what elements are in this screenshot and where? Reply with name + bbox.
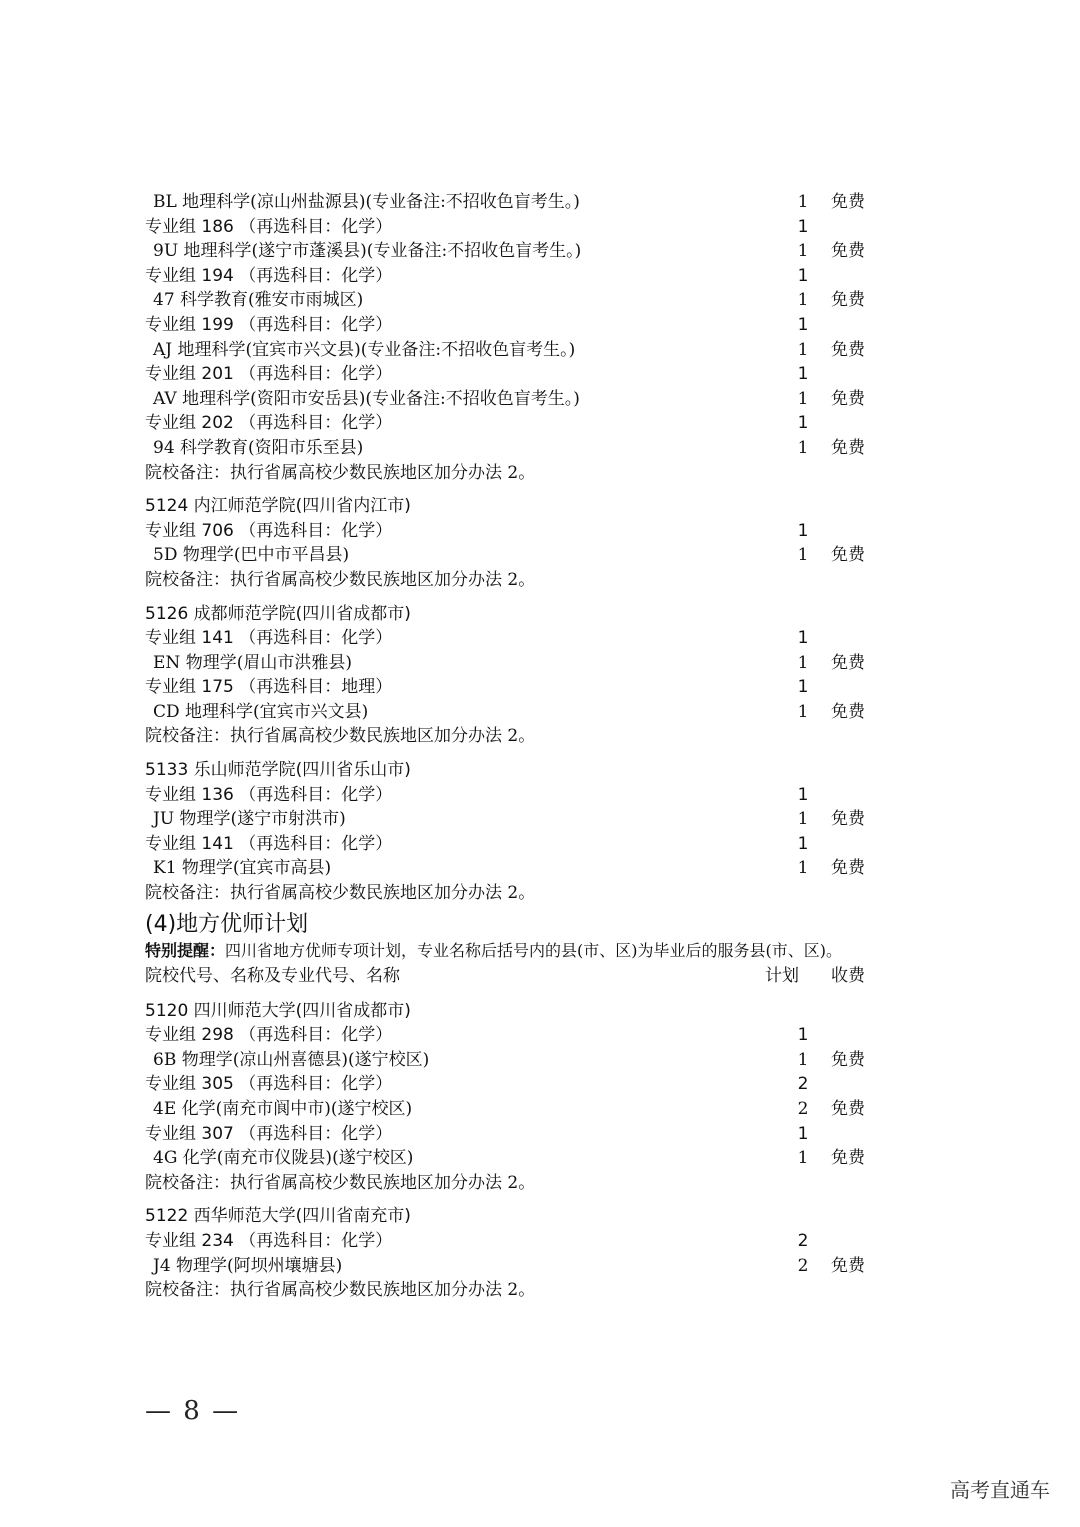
row-plan: 1 <box>797 1025 809 1046</box>
row-plan: 1 <box>797 290 809 311</box>
row-plan: 1 <box>797 216 809 237</box>
row-name: 5120 四川师范大学(四川省成都市) <box>145 1000 411 1021</box>
group-row <box>145 832 905 857</box>
row-name: BL 地理科学(凉山州盐源县)(专业备注:不招收色盲考生。) <box>153 192 580 212</box>
row-fee: 免费 <box>831 858 865 879</box>
note-row <box>145 1171 905 1196</box>
row-fee: 免费 <box>831 1255 865 1276</box>
notice-text: 四川省地方优师专项计划，专业名称后括号内的县(市、区)为毕业后的服务县(市、区)。 <box>225 940 842 960</box>
watermark-text: 高考直通车 <box>950 1478 1050 1502</box>
row-fee: 免费 <box>831 339 865 360</box>
row-plan: 1 <box>797 265 809 286</box>
row-name: J4 物理学(阿坝州壤塘县) <box>153 1255 343 1276</box>
row-name: 专业组 298 （再选科目：化学） <box>145 1025 393 1046</box>
row-plan: 1 <box>797 858 809 879</box>
row-name: 专业组 141 （再选科目：化学） <box>145 833 393 854</box>
row-plan: 1 <box>797 413 809 434</box>
header-fee: 收费 <box>831 965 865 986</box>
row-name: 47 科学教育(雅安市雨城区) <box>153 290 364 311</box>
major-row <box>145 338 905 363</box>
row-name: 专业组 175 （再选科目：地理） <box>145 677 393 698</box>
row-name: 94 科学教育(资阳市乐至县) <box>153 437 364 458</box>
row-name: 专业组 201 （再选科目：化学） <box>145 364 393 385</box>
row-name: 专业组 202 （再选科目：化学） <box>145 413 393 434</box>
row-fee: 免费 <box>831 290 865 311</box>
column-header-row <box>145 962 905 990</box>
school-row <box>145 999 905 1024</box>
row-plan: 1 <box>797 1123 809 1144</box>
row-fee: 免费 <box>831 1099 865 1119</box>
notice-label: 特别提醒： <box>145 940 226 960</box>
row-name: 专业组 141 （再选科目：化学） <box>145 628 393 649</box>
note-row <box>145 1278 905 1303</box>
group-row <box>145 519 905 544</box>
major-row <box>145 288 905 313</box>
major-row <box>145 856 905 881</box>
row-plan: 1 <box>797 339 809 360</box>
major-row <box>145 807 905 832</box>
section-title: (4)地方优师计划 <box>145 911 309 937</box>
row-plan: 1 <box>797 364 809 385</box>
row-name: K1 物理学(宜宾市高县) <box>153 858 332 879</box>
row-name: 5D 物理学(巴中市平昌县) <box>153 545 350 566</box>
group-row <box>145 313 905 338</box>
row-plan: 1 <box>797 1049 809 1070</box>
special-notice <box>145 940 905 962</box>
row-name: 院校备注：执行省属高校少数民族地区加分办法 2。 <box>145 726 536 747</box>
row-name: 专业组 307 （再选科目：化学） <box>145 1123 393 1144</box>
row-fee: 免费 <box>831 1148 865 1169</box>
page-number: — 8 — <box>145 1396 241 1426</box>
row-plan: 2 <box>797 1230 809 1251</box>
header-plan: 计划 <box>765 965 799 986</box>
row-plan: 1 <box>797 545 809 566</box>
row-name: 4E 化学(南充市阆中市)(遂宁校区) <box>153 1099 413 1119</box>
row-name: 5133 乐山师范学院(四川省乐山市) <box>145 760 411 781</box>
row-name: 5126 成都师范学院(四川省成都市) <box>145 603 411 624</box>
school-row <box>145 758 905 783</box>
rows-bottom <box>145 999 905 1303</box>
group-row <box>145 1023 905 1048</box>
row-plan: 2 <box>797 1074 809 1095</box>
row-plan: 1 <box>797 701 809 722</box>
major-row <box>145 436 905 461</box>
group-row <box>145 215 905 240</box>
row-plan: 1 <box>797 809 809 830</box>
row-name: EN 物理学(眉山市洪雅县) <box>153 652 352 673</box>
row-name: 专业组 194 （再选科目：化学） <box>145 265 393 286</box>
group-row <box>145 1122 905 1147</box>
row-plan: 1 <box>797 437 809 458</box>
row-name: 专业组 186 （再选科目：化学） <box>145 216 393 237</box>
note-row <box>145 881 905 906</box>
row-name: 专业组 136 （再选科目：化学） <box>145 784 393 805</box>
row-fee: 免费 <box>831 652 865 673</box>
row-name: 专业组 706 （再选科目：化学） <box>145 520 393 541</box>
row-plan: 1 <box>797 628 809 649</box>
row-plan: 1 <box>797 652 809 673</box>
row-plan: 1 <box>797 833 809 854</box>
row-name: 院校备注：执行省属高校少数民族地区加分办法 2。 <box>145 883 536 904</box>
row-name: 专业组 199 （再选科目：化学） <box>145 314 393 335</box>
row-fee: 免费 <box>831 545 865 566</box>
row-plan: 1 <box>797 388 809 409</box>
admission-plan-table <box>145 190 905 1303</box>
row-name: 6B 物理学(凉山州喜德县)(遂宁校区) <box>153 1049 430 1070</box>
group-row <box>145 1229 905 1254</box>
group-row <box>145 264 905 289</box>
school-row <box>145 494 905 519</box>
group-row <box>145 362 905 387</box>
header-name: 院校代号、名称及专业代号、名称 <box>145 965 400 986</box>
major-row <box>145 239 905 264</box>
row-fee: 免费 <box>831 192 865 212</box>
group-row <box>145 783 905 808</box>
major-row <box>145 1146 905 1171</box>
major-row <box>145 651 905 676</box>
row-fee: 免费 <box>831 1049 865 1070</box>
row-fee: 免费 <box>831 701 865 722</box>
row-name: 专业组 234 （再选科目：化学） <box>145 1230 393 1251</box>
row-name: 4G 化学(南充市仪陇县)(遂宁校区) <box>153 1148 414 1169</box>
row-plan: 1 <box>797 314 809 335</box>
major-row <box>145 543 905 568</box>
row-fee: 免费 <box>831 241 865 262</box>
row-plan: 1 <box>797 241 809 262</box>
row-plan: 1 <box>797 677 809 698</box>
rows-top <box>145 190 905 906</box>
note-row <box>145 568 905 593</box>
row-plan: 2 <box>797 1255 809 1276</box>
row-name: 专业组 305 （再选科目：化学） <box>145 1074 393 1095</box>
group-row <box>145 411 905 436</box>
group-row <box>145 675 905 700</box>
row-name: 院校备注：执行省属高校少数民族地区加分办法 2。 <box>145 1280 536 1301</box>
row-fee: 免费 <box>831 388 865 409</box>
row-name: 5124 内江师范学院(四川省内江市) <box>145 496 411 517</box>
row-name: 院校备注：执行省属高校少数民族地区加分办法 2。 <box>145 569 536 590</box>
note-row <box>145 461 905 486</box>
row-name: 5122 西华师范大学(四川省南充市) <box>145 1206 411 1227</box>
row-plan: 1 <box>797 192 809 212</box>
group-row <box>145 1072 905 1097</box>
major-row <box>145 387 905 412</box>
row-name: 院校备注：执行省属高校少数民族地区加分办法 2。 <box>145 1172 536 1193</box>
row-plan: 1 <box>797 784 809 805</box>
row-name: AV 地理科学(资阳市安岳县)(专业备注:不招收色盲考生。) <box>153 388 580 409</box>
major-row <box>145 1048 905 1073</box>
row-plan: 1 <box>797 1148 809 1169</box>
major-row <box>145 1254 905 1279</box>
major-row <box>145 190 905 215</box>
school-row <box>145 1204 905 1229</box>
row-name: 院校备注：执行省属高校少数民族地区加分办法 2。 <box>145 462 536 483</box>
school-row <box>145 602 905 627</box>
major-row <box>145 700 905 725</box>
row-fee: 免费 <box>831 809 865 830</box>
row-name: CD 地理科学(宜宾市兴文县) <box>153 701 369 722</box>
row-fee: 免费 <box>831 437 865 458</box>
row-plan: 1 <box>797 520 809 541</box>
group-row <box>145 626 905 651</box>
row-name: JU 物理学(遂宁市射洪市) <box>153 809 346 830</box>
row-name: AJ 地理科学(宜宾市兴文县)(专业备注:不招收色盲考生。) <box>153 339 576 360</box>
row-plan: 2 <box>797 1099 809 1119</box>
major-row <box>145 1097 905 1122</box>
row-name: 9U 地理科学(遂宁市蓬溪县)(专业备注:不招收色盲考生。) <box>153 241 582 262</box>
note-row <box>145 724 905 749</box>
